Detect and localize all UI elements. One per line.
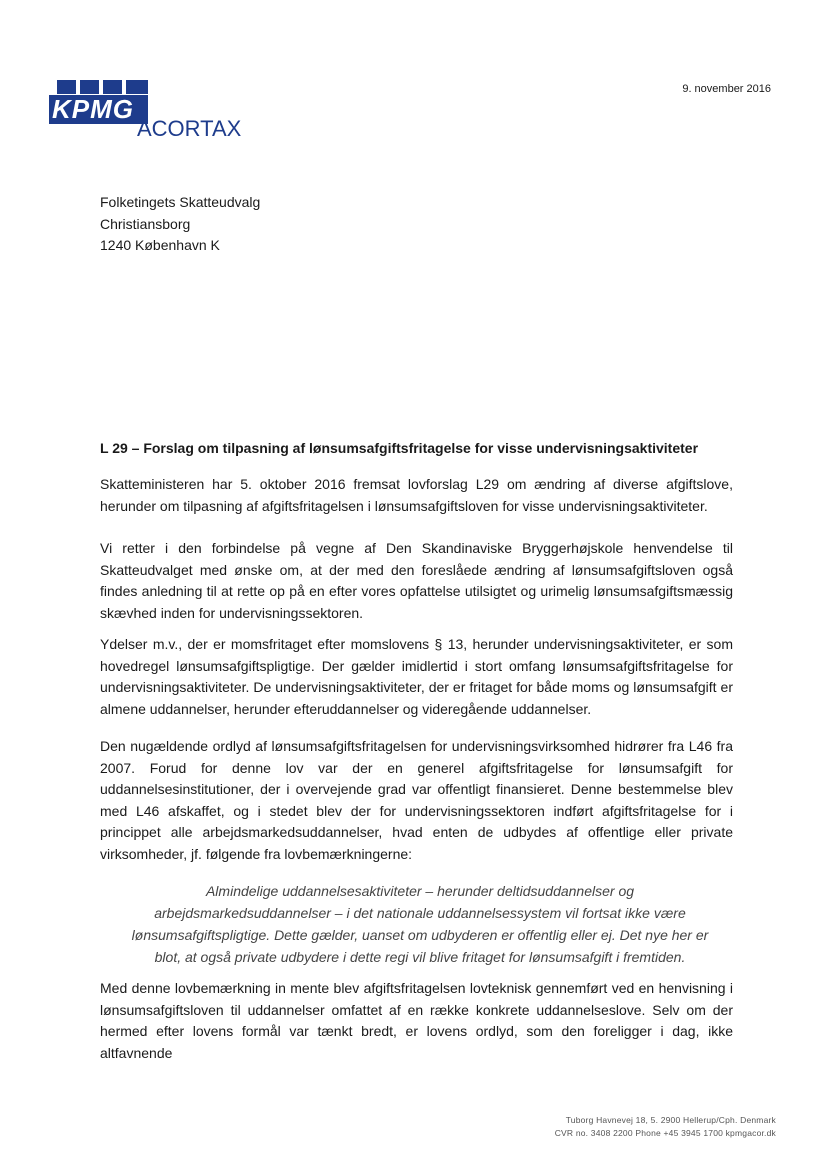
footer-registration: CVR no. 3408 2200 Phone +45 3945 1700 kpmgacor.dk (554, 1128, 776, 1138)
body-paragraph: Den nugældende ordlyd af lønsumsafgiftsfritagelsen for undervisningsvirksomhed hidrører fra L46 fra 2007. Forud for denne lov var der en generel afgiftsfritagelse for lønsumsafgift for uddannelsesinstitutioner, der i overvejende grad var offentligt finansieret. Denne bestemmelse blev med L46 afskaffet, og i stedet blev der for undervisningssektoren indført afgiftsfritagelse for i princippet alle arbejdsmarkedsuddannelser, hvad enten de udbydes af offentlige eller private virksomheder, jf. følgende fra lovbemærkningerne: (100, 738, 733, 862)
logo-kpmg-text: KPMG (52, 94, 134, 124)
law-quote: Almindelige uddannelsesaktiviteter – herunder deltidsuddannelser og arbejdsmarkedsuddannelser – i det nationale uddannelsessystem vil fortsat ikke være lønsumsafgiftspligtige. Dette gælder, uanset om udbyderen er offentlig eller ej. Det nye her er blot, at også private udbydere i dette regi vil blive fritaget for lønsumsafgift i fremtiden. (131, 883, 709, 965)
footer-address: Tuborg Havnevej 18, 5. 2900 Hellerup/Cph. Denmark (565, 1115, 776, 1125)
body-paragraph: Ydelser m.v., der er momsfritaget efter momslovens § 13, herunder undervisningsaktiviteter, er som hovedregel lønsumsafgiftspligtige. Der gælder imidlertid i stort omfang lønsumsafgiftsfritagelse for undervisningsaktiviteter. De undervisningsaktiviteter, der er fritaget for både moms og lønsumsafgift er almene uddannelser, herunder efteruddannelser og videregående uddannelser. (100, 636, 733, 717)
recipient-line: Folketingets Skatteudvalg (100, 194, 261, 210)
letter-date: 9. november 2016 (682, 83, 771, 95)
company-logo (49, 80, 264, 142)
body-paragraph: Vi retter i den forbindelse på vegne af Den Skandinaviske Bryggerhøjskole henvendelse til Skatteudvalget med ønske om, at der med den foreslåede ændring af lønsumsafgiftsloven også findes anledning til at rette op på en efter vores opfattelse utilsigtet og urimelig lønsumsafgiftsmæssig skævhed inden for undervisningssektoren. (100, 540, 733, 621)
recipient-address (100, 192, 260, 257)
subject-heading: L 29 – Forslag om tilpasning af lønsumsafgiftsfritagelse for visse undervisningsaktiviteter (100, 440, 699, 456)
footer-contact (555, 1114, 776, 1140)
logo-acortax-text: ACORTAX (137, 116, 242, 141)
recipient-line: 1240 København K (100, 237, 220, 253)
body-paragraph: Med denne lovbemærkning in mente blev afgiftsfritagelsen lovteknisk gennemført ved en henvisning i lønsumsafgiftsloven til uddannelser omfattet af en række konkrete uddannelseslove. Selv om der hermed efter lovens formål var tænkt bredt, er lovens ordlyd, som den foreligger i dag, ikke altfavnende (100, 980, 733, 1061)
body-paragraph: Skatteministeren har 5. oktober 2016 fremsat lovforslag L29 om ændring af diverse afgiftslove, herunder om tilpasning af afgiftsfritagelsen i lønsumsafgiftsloven for visse undervisningsaktiviteter. (100, 476, 733, 514)
kpmg-acortax-logo (49, 80, 264, 142)
recipient-line: Christiansborg (100, 215, 191, 232)
